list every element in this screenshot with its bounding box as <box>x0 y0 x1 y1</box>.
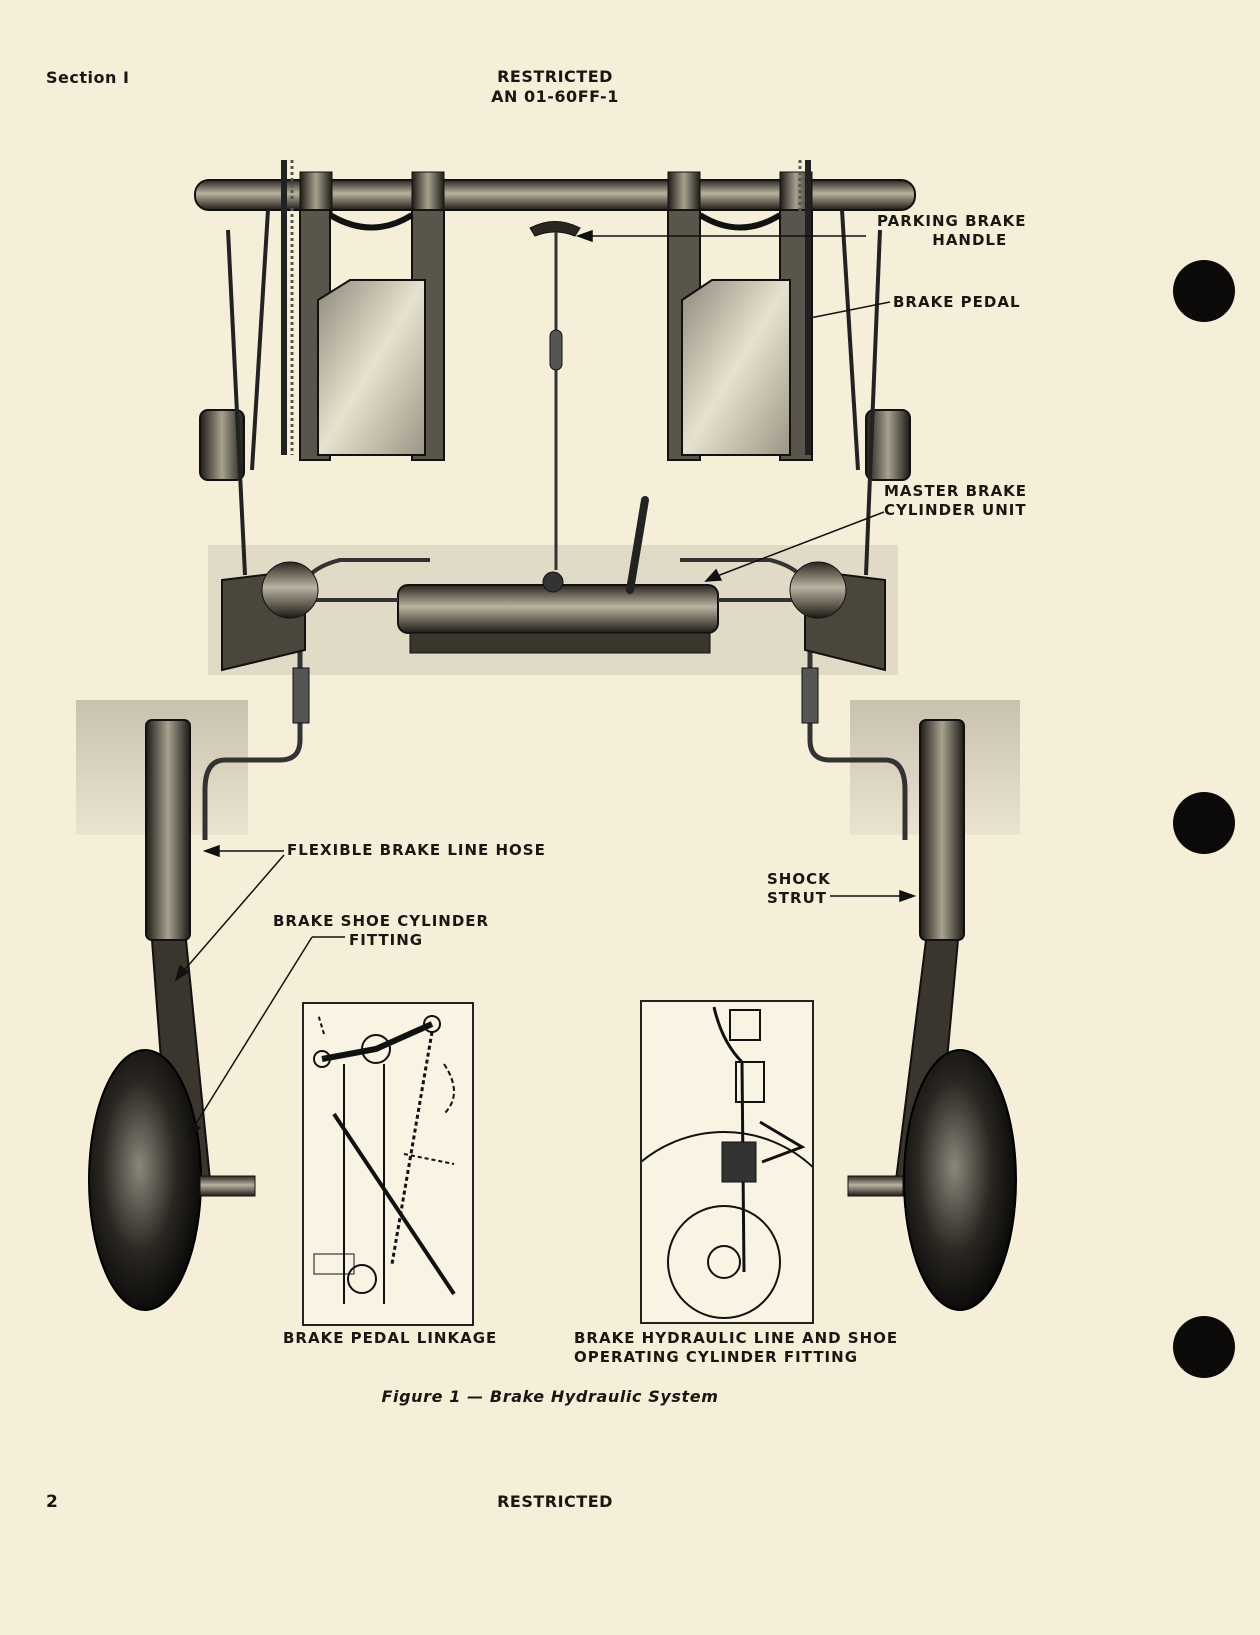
section-header: Section I <box>46 68 130 87</box>
hydraulic-line-diagram <box>642 1002 812 1322</box>
page-number: 2 <box>46 1492 58 1512</box>
classification-footer: RESTRICTED <box>497 1492 613 1511</box>
pedal-linkage-diagram <box>304 1004 472 1324</box>
right-seat-plate <box>682 280 790 455</box>
label-shock-strut: SHOCK STRUT <box>767 870 831 907</box>
label-inset-hydraulic-line: BRAKE HYDRAULIC LINE AND SHOE OPERATING CYLINDER FITTING <box>574 1329 899 1366</box>
label-parking-brake: PARKING BRAKE HANDLE <box>877 212 1027 249</box>
label-shoe-cylinder-fitting: BRAKE SHOE CYLINDER FITTING <box>273 912 490 949</box>
left-seat-plate <box>318 280 425 455</box>
right-shock-strut <box>920 720 964 940</box>
master-cylinder-body <box>398 585 718 633</box>
label-inset-pedal-linkage: BRAKE PEDAL LINKAGE <box>283 1329 498 1347</box>
right-tire <box>904 1050 1016 1310</box>
left-tire <box>89 1050 201 1310</box>
classification-header: RESTRICTED <box>497 67 613 86</box>
inset-pedal-linkage <box>302 1002 474 1326</box>
label-master-cylinder: MASTER BRAKE CYLINDER UNIT <box>884 482 1028 519</box>
label-flexible-hose: FLEXIBLE BRAKE LINE HOSE <box>287 841 546 859</box>
inset-hydraulic-line <box>640 1000 814 1324</box>
left-shock-strut <box>146 720 190 940</box>
document-number: AN 01-60FF-1 <box>491 87 619 106</box>
figure-caption: Figure 1 — Brake Hydraulic System <box>381 1387 719 1406</box>
label-brake-pedal: BRAKE PEDAL <box>893 293 1021 311</box>
